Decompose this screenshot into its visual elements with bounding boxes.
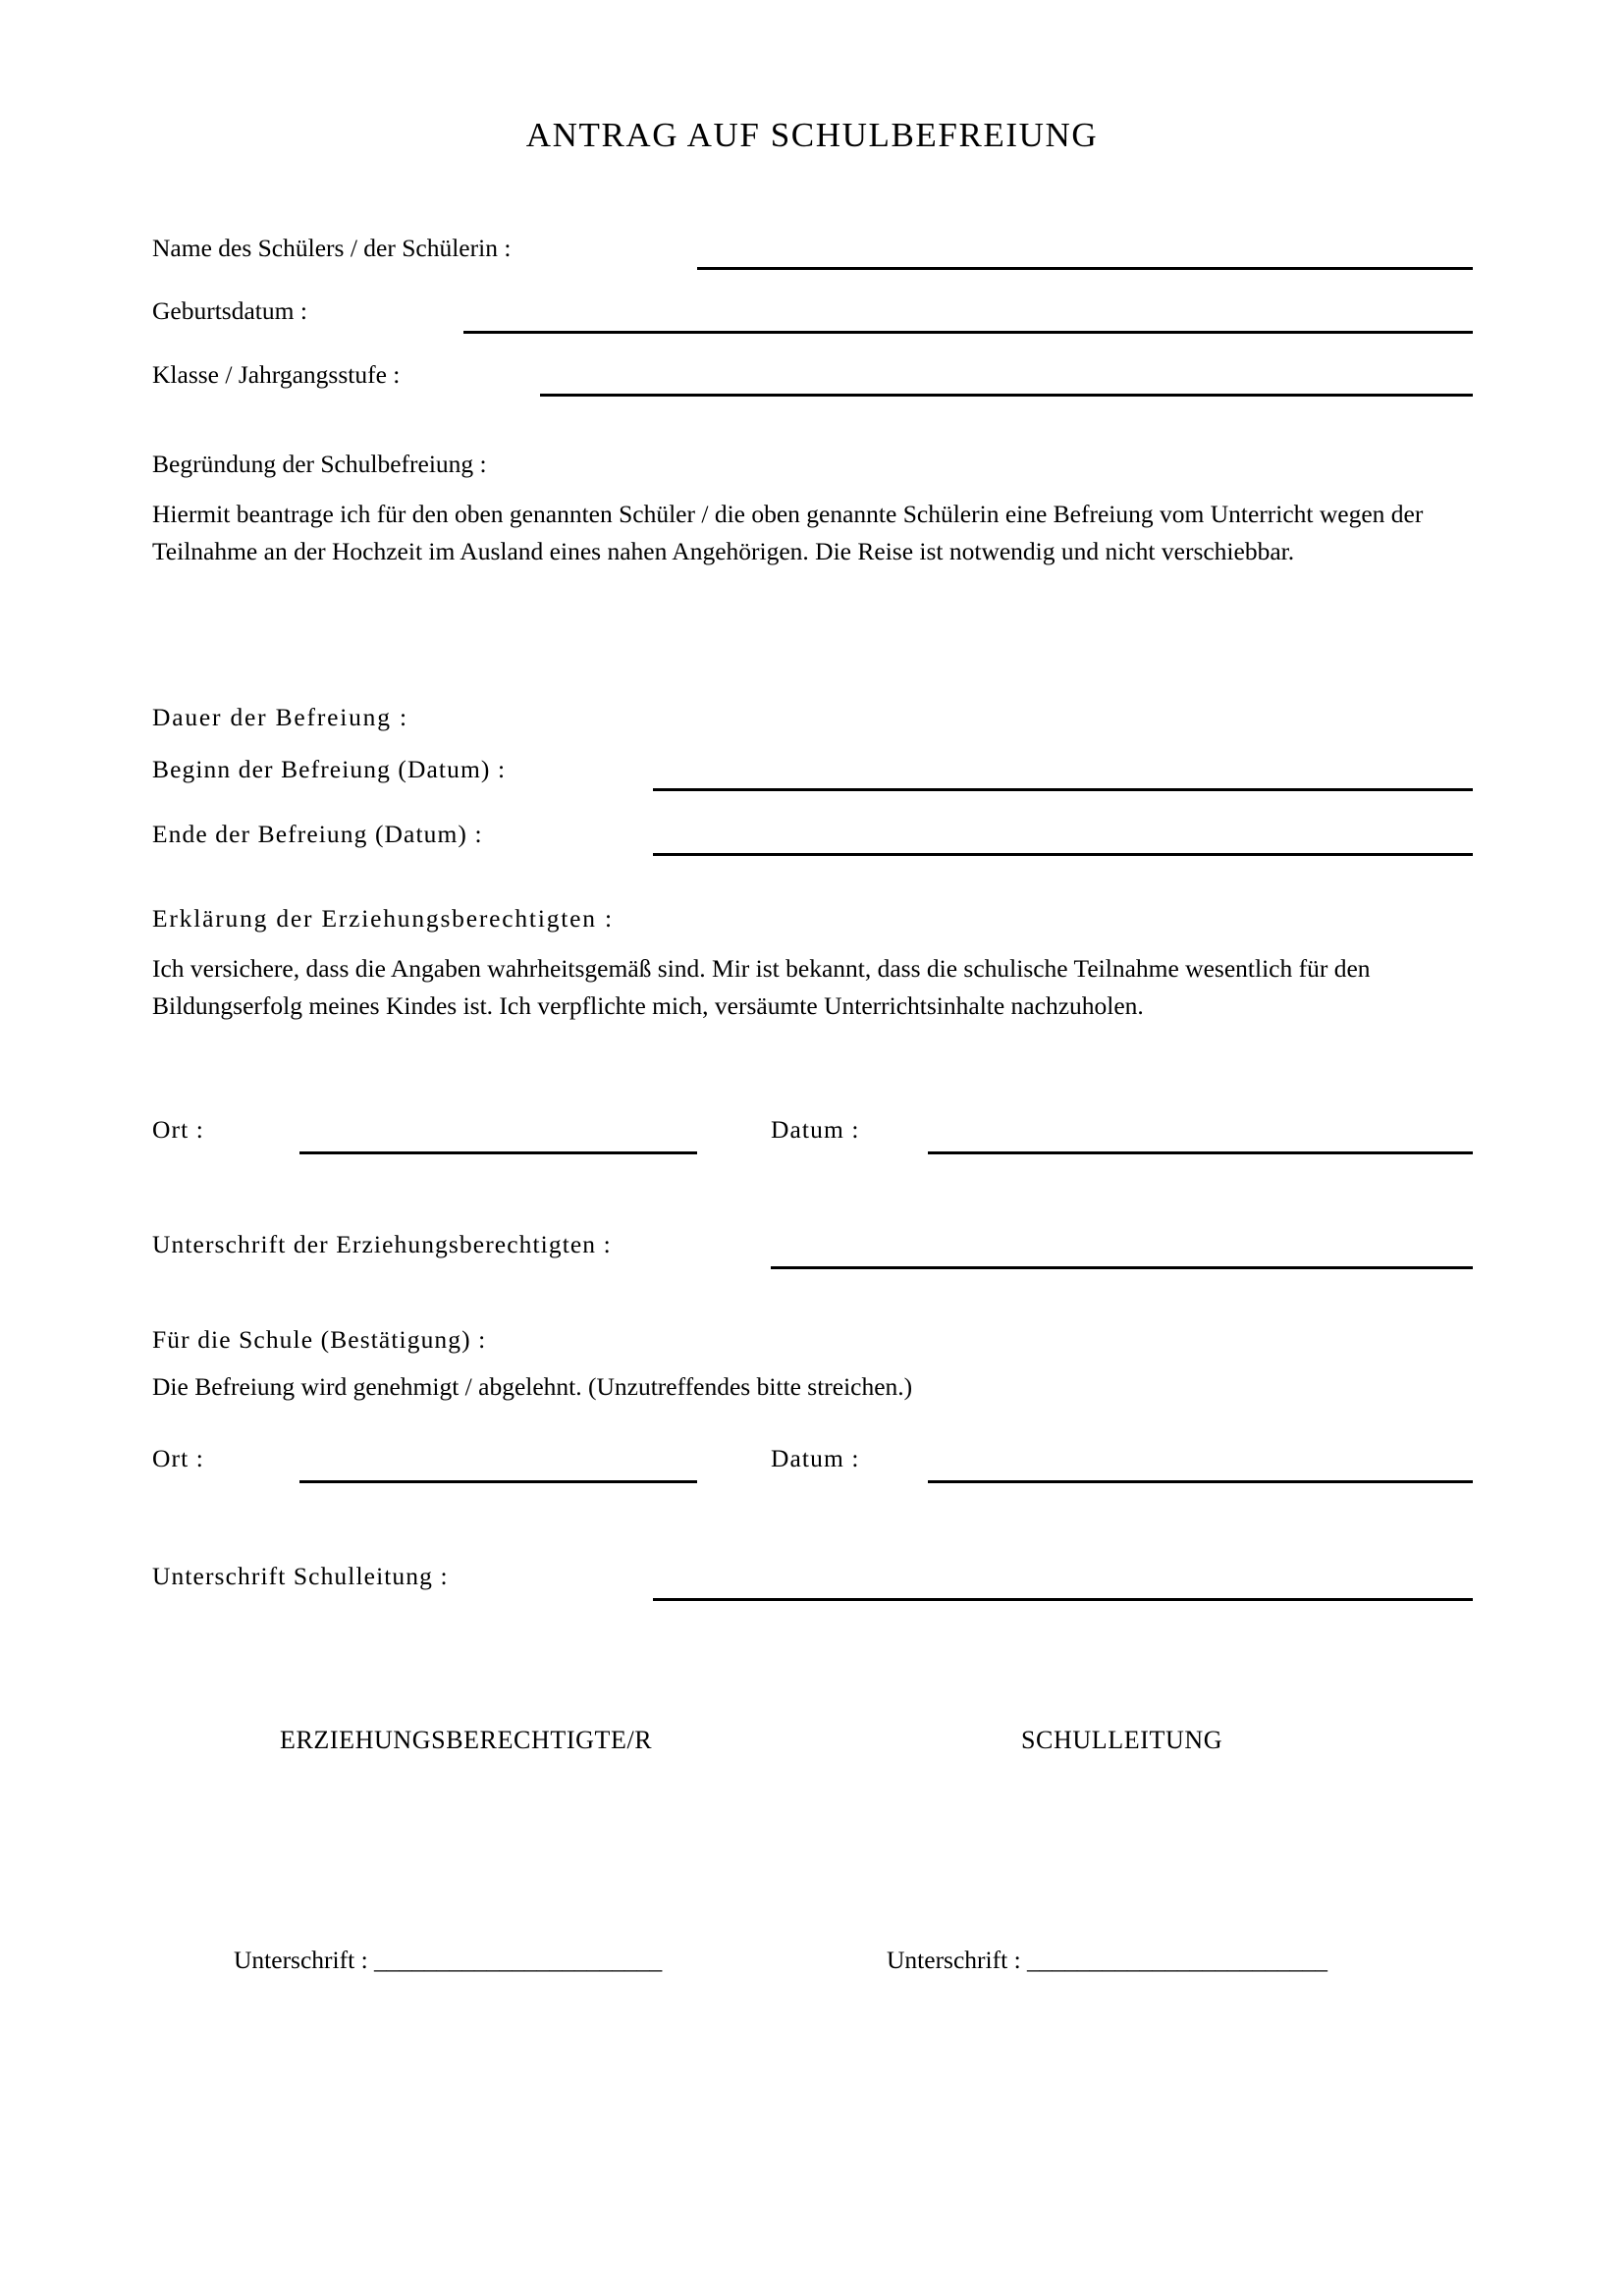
label-class-grade: Klasse / Jahrgangsstufe : [152,360,401,389]
footer-signature-guardian[interactable]: Unterschrift : _______________________ [234,1946,663,1974]
label-school-place: Ort : [152,1444,204,1472]
heading-duration: Dauer der Befreiung : [152,703,408,731]
input-school-date[interactable] [928,1480,1473,1483]
label-school-signature: Unterschrift Schulleitung : [152,1562,449,1590]
input-student-name[interactable] [697,267,1473,270]
input-parent-date[interactable] [928,1151,1473,1154]
input-school-signature[interactable] [653,1598,1473,1601]
heading-reason: Begründung der Schulbefreiung : [152,450,487,478]
footer-heading-guardian: ERZIEHUNGSBERECHTIGTE/R [280,1726,653,1754]
footer-signature-school-management[interactable]: Unterschrift : ________________________ [887,1946,1328,1974]
label-student-name: Name des Schülers / der Schülerin : [152,234,512,262]
input-parent-place[interactable] [299,1151,697,1154]
text-reason-body: Hiermit beantrage ich für den oben genannten Schüler / die oben genannte Schülerin eine Befreiung vom Unterricht wegen der Teilnahme an der Hochzeit im Ausland eines nahen Angehörigen. Die Reise ist notwendig und nicht verschiebbar. [152,500,1424,565]
label-exemption-start: Beginn der Befreiung (Datum) : [152,755,507,783]
input-birthdate[interactable] [463,331,1473,334]
label-parent-signature: Unterschrift der Erziehungsberechtigten : [152,1230,612,1258]
page-title: ANTRAG AUF SCHULBEFREIUNG [525,116,1099,154]
label-school-date: Datum : [771,1444,860,1472]
text-declaration-body: Ich versichere, dass die Angaben wahrheitsgemäß sind. Mir ist bekannt, dass die schulische Teilnahme wesentlich für den Bildungserfolg meines Kindes ist. Ich verpflichte mich, versäumte Unterrichtsinhalte nachzuholen. [152,954,1371,1020]
label-birthdate: Geburtsdatum : [152,296,307,325]
label-parent-place: Ort : [152,1115,204,1144]
footer-heading-school-management: SCHULLEITUNG [1021,1726,1223,1754]
text-school-decision: Die Befreiung wird genehmigt / abgelehnt. (Unzutreffendes bitte streichen.) [152,1372,913,1401]
input-exemption-start[interactable] [653,788,1473,791]
label-parent-date: Datum : [771,1115,860,1144]
input-class-grade[interactable] [540,394,1473,397]
input-parent-signature[interactable] [771,1266,1473,1269]
label-exemption-end: Ende der Befreiung (Datum) : [152,820,483,848]
input-exemption-end[interactable] [653,853,1473,856]
heading-school-confirmation: Für die Schule (Bestätigung) : [152,1325,487,1354]
heading-declaration: Erklärung der Erziehungsberechtigten : [152,904,614,933]
input-school-place[interactable] [299,1480,697,1483]
